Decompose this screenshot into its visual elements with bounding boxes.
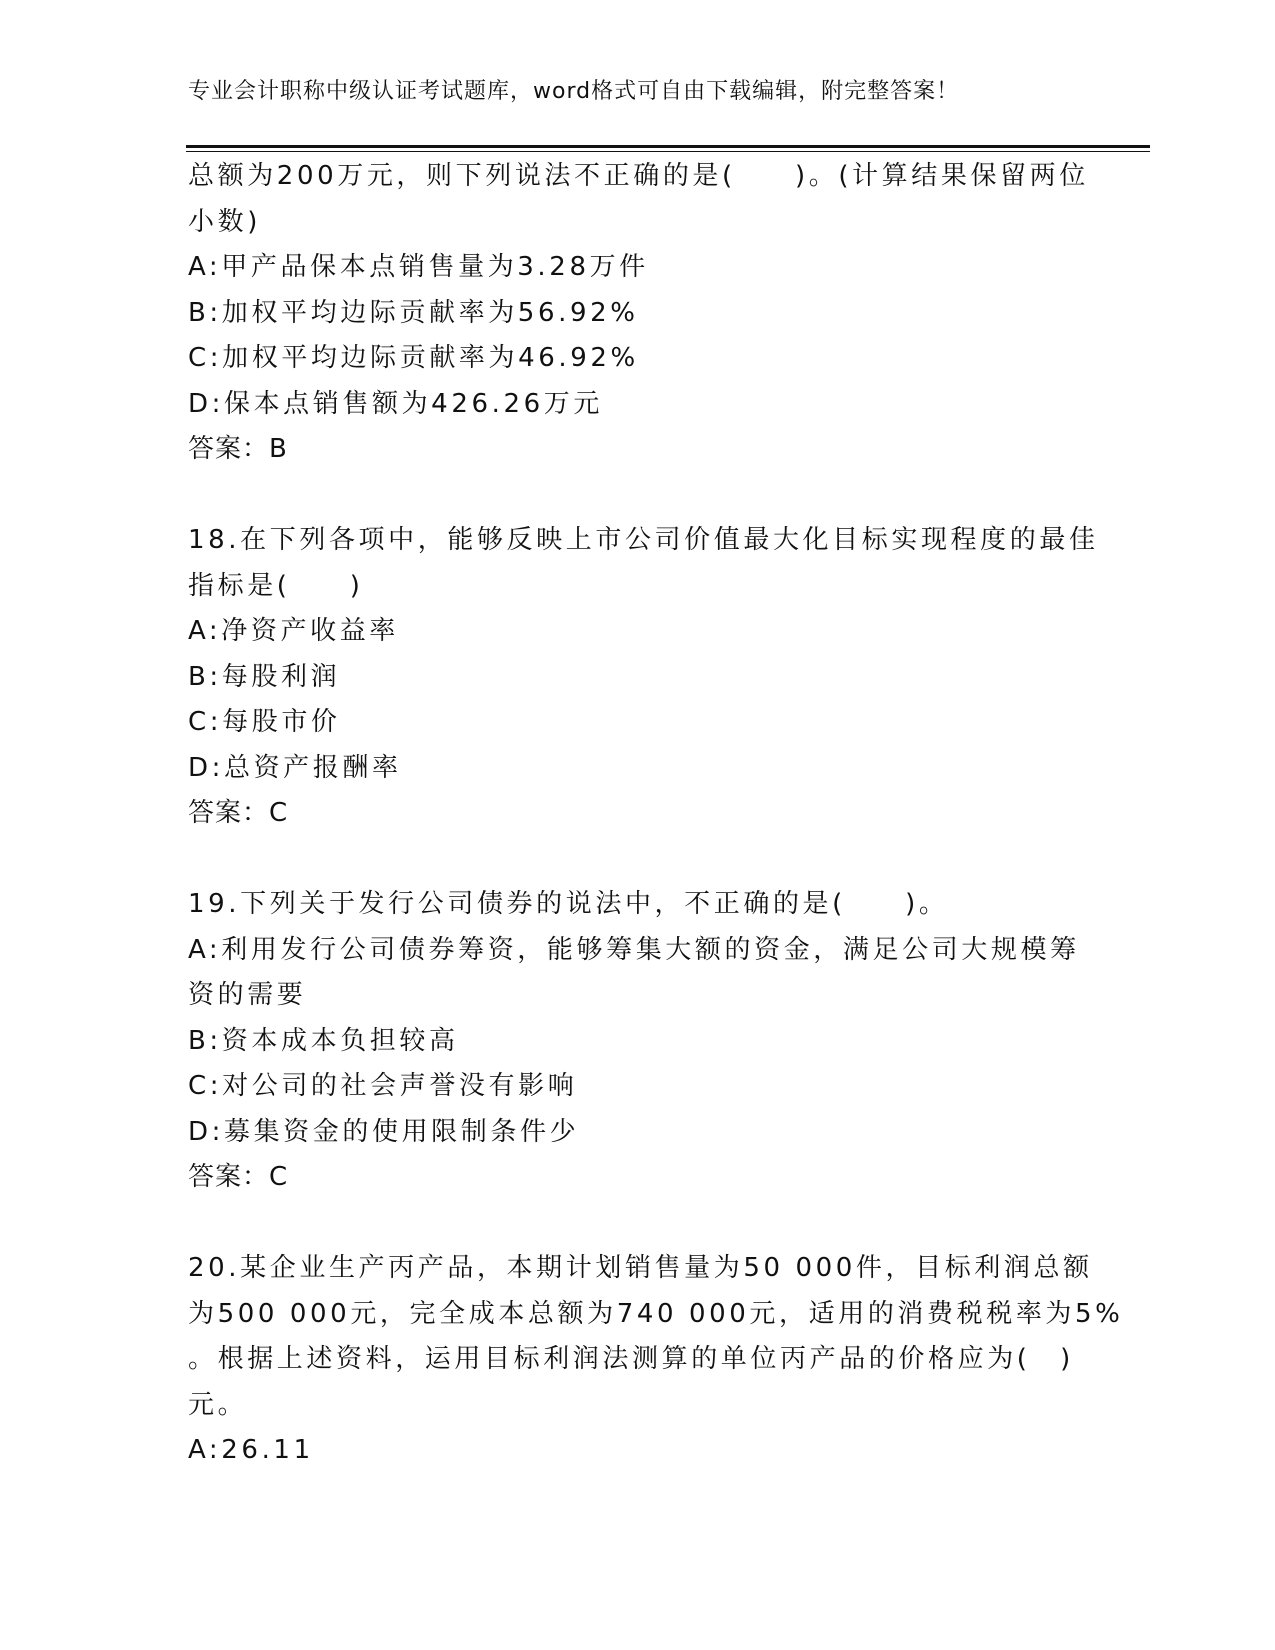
option-c: C:每股市价 (188, 707, 341, 737)
option-a: A:利用发行公司债券筹资，能够筹集大额的资金，满足公司大规模筹 (188, 934, 1080, 965)
question-17-block (188, 154, 1088, 473)
spacer (188, 837, 1088, 883)
spacer (188, 1201, 1088, 1247)
question-text: 总额为200万元，则下列说法不正确的是( )。(计算结果保留两位 (188, 161, 1089, 191)
option-b: B:加权平均边际贡献率为56.92% (188, 297, 639, 328)
question-text: 18.在下列各项中，能够反映上市公司价值最大化目标实现程度的最佳 (188, 525, 1099, 555)
option-a: A:甲产品保本点销售量为3.28万件 (188, 252, 649, 282)
option-c: C:加权平均边际贡献率为46.92% (188, 343, 639, 373)
option-a-continued: 资的需要 (188, 980, 307, 1010)
header-rule-thick (186, 145, 1150, 148)
question-text: 20.某企业生产丙产品，本期计划销售量为50 000件，目标利润总额 (188, 1253, 1093, 1283)
option-a: A:净资产收益率 (188, 616, 399, 646)
question-text: 。根据上述资料，运用目标利润法测算的单位丙产品的价格应为( ) (188, 1344, 1074, 1374)
question-text: 19.下列关于发行公司债券的说法中，不正确的是( )。 (188, 889, 949, 919)
option-d: D:募集资金的使用限制条件少 (188, 1116, 580, 1147)
page-header-title: 专业会计职称中级认证考试题库，word格式可自由下载编辑，附完整答案！ (188, 79, 960, 104)
option-c: C:对公司的社会声誉没有影响 (188, 1071, 578, 1101)
header-rule-thin (186, 151, 1150, 152)
answer-label: 答案：C (188, 1162, 289, 1192)
option-d: D:总资产报酬率 (188, 752, 402, 783)
question-text: 指标是( ) (188, 570, 364, 601)
option-d: D:保本点销售额为426.26万元 (188, 388, 603, 419)
question-text: 元。 (188, 1389, 248, 1420)
question-text: 为500 000元，完全成本总额为740 000元，适用的消费税税率为5% (188, 1298, 1124, 1329)
answer-label: 答案：C (188, 798, 289, 828)
question-18-block (188, 518, 1099, 837)
option-b: B:资本成本负担较高 (188, 1025, 459, 1056)
spacer (188, 473, 1088, 519)
question-19-block (188, 882, 1088, 1201)
question-20-block (188, 1246, 1124, 1474)
option-b: B:每股利润 (188, 661, 341, 692)
answer-label: 答案：B (188, 434, 288, 464)
question-content (188, 154, 1124, 1474)
question-text: 小数) (188, 206, 261, 237)
option-a: A:26.11 (188, 1435, 314, 1465)
